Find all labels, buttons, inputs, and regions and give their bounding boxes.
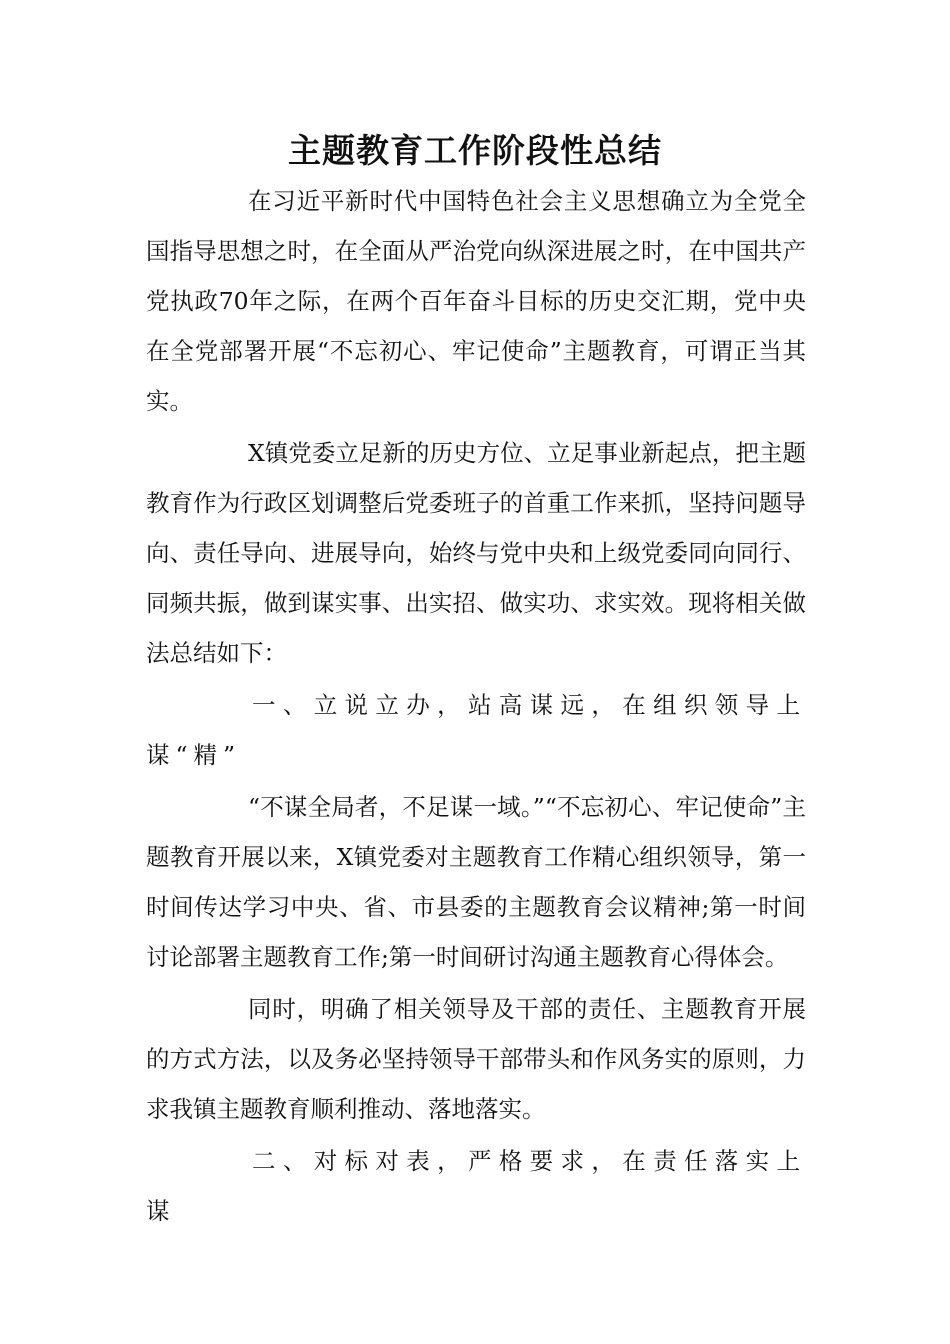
document-body <box>146 176 806 1236</box>
document-title: 主题教育工作阶段性总结 <box>288 131 662 170</box>
section-heading-2: 二、对标对表，严格要求，在责任落实上谋 <box>146 1147 806 1225</box>
paragraph-overview: X镇党委立足新的历史方位、立足事业新起点，把主题教育作为行政区划调整后党委班子的首重工作来抓，坚持问题导向、责任导向、进展导向，始终与党中央和上级党委同向同行、同频共振，做到谋实事、出实招、做实功、求实效。现将相关做法总结如下： <box>146 439 806 667</box>
paragraph-section1-body: “不谋全局者，不足谋一域。”“不忘初心、牢记使命”主题教育开展以来，X镇党委对主题教育工作精心组织领导，第一时间传达学习中央、省、市县委的主题教育会议精神;第一时间讨论部署主题教育工作;第一时间研讨沟通主题教育心得体会。 <box>146 793 806 971</box>
paragraph-intro: 在习近平新时代中国特色社会主义思想确立为全党全国指导思想之时，在全面从严治党向纵深进展之时，在中国共产党执政70年之际，在两个百年奋斗目标的历史交汇期，党中央在全党部署开展“不忘初心、牢记使命”主题教育，可谓正当其实。 <box>146 187 806 415</box>
section-heading-1: 一、立说立办，站高谋远，在组织领导上谋“精” <box>146 691 806 769</box>
paragraph-section1-extra: 同时，明确了相关领导及干部的责任、主题教育开展的方式方法，以及务必坚持领导干部带头和作风务实的原则，力求我镇主题教育顺利推动、落地落实。 <box>146 995 806 1123</box>
